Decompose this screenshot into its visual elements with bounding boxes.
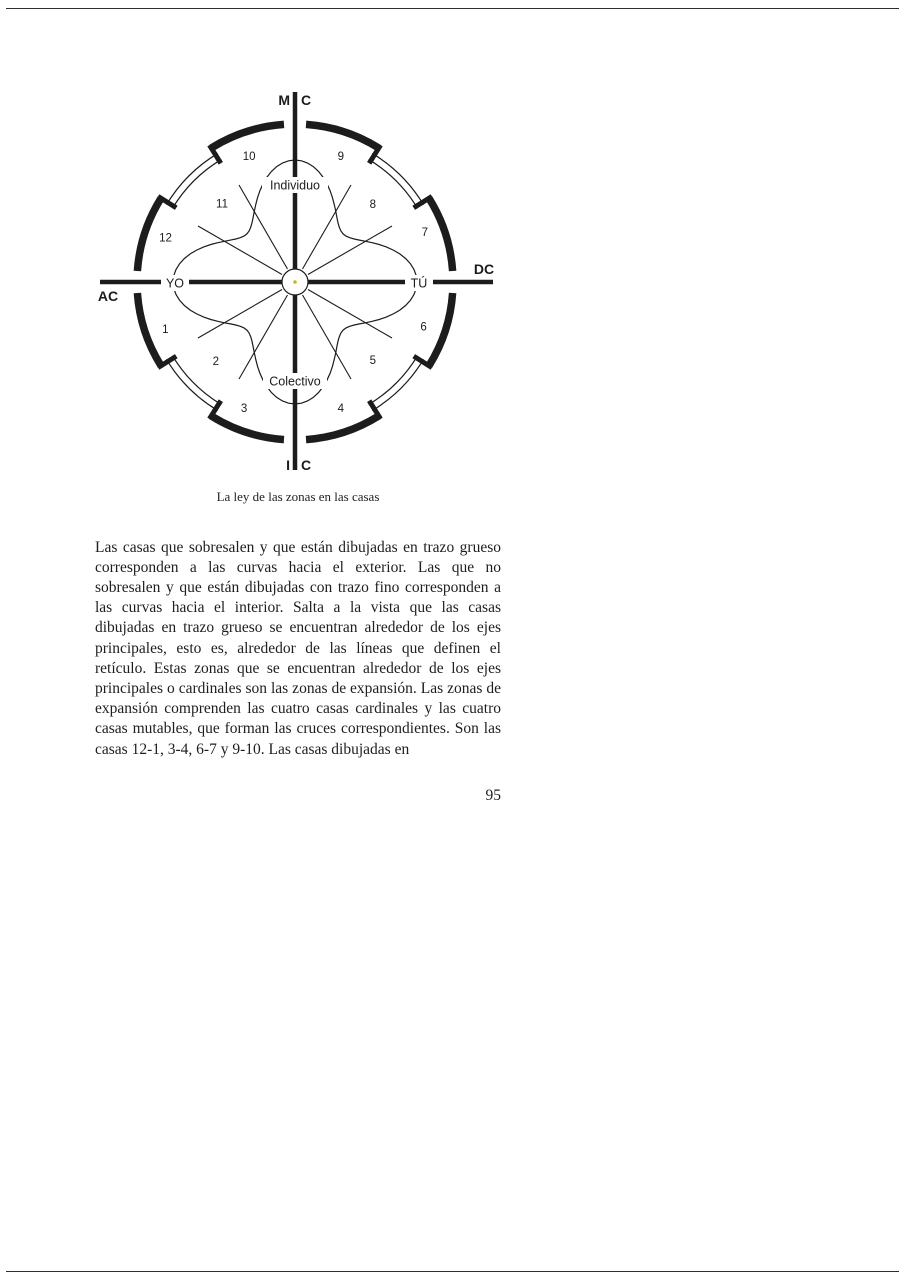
expansion-zone-arc (211, 416, 284, 440)
page-edge-rule-bottom (6, 1271, 899, 1272)
expansion-zone-arc (137, 293, 161, 366)
house-cusp-line (239, 295, 288, 379)
house-number: 8 (369, 199, 376, 212)
house-number: 9 (337, 151, 345, 164)
contraction-zone-arc (372, 359, 423, 410)
house-number: 4 (337, 402, 345, 415)
contraction-zone-arc (166, 153, 217, 204)
expansion-zone-arc (429, 293, 453, 366)
expansion-zone-arc (211, 124, 284, 148)
zone-label: Colectivo (269, 374, 321, 389)
page-edge-rule-top (6, 8, 899, 9)
house-cusp-line (308, 226, 392, 275)
house-cusp-line (198, 290, 282, 339)
contraction-zone-arc (166, 359, 217, 410)
house-number: 2 (212, 356, 220, 369)
expansion-zone-arc (137, 198, 161, 271)
axis-label: M (278, 92, 290, 108)
house-cusp-line (303, 295, 352, 379)
house-number: 12 (159, 232, 172, 245)
center-dot (293, 280, 297, 284)
axis-label: AC (97, 288, 119, 304)
house-number: 3 (240, 403, 248, 416)
axis-label: C (301, 457, 312, 473)
axis-label: C (301, 92, 312, 108)
house-cusp-line (303, 185, 352, 269)
expansion-zone-arc (429, 198, 453, 271)
house-cusp-line (198, 226, 282, 275)
contraction-zone-arc (172, 159, 221, 208)
page-number: 95 (485, 787, 501, 804)
axis-label: I (286, 457, 290, 473)
house-number: 10 (242, 151, 256, 164)
house-number: 6 (420, 321, 427, 334)
axis-label: DC (473, 261, 495, 277)
body-paragraph: Las casas que sobresalen y que están dibujadas en trazo grueso corresponden a las curvas hacia el exterior. Las que no sobresalen y que están dibujadas con trazo fino corresponden a las curvas hacia el interior. Salta a la vista que las casas dibujadas en trazo grueso se encuentran alrededor de los ejes principales, esto es, alrededor de las líneas que definen el retículo. Estas zonas que se encuentran alrededor de los ejes principales o cardinales son las zonas de expansión. Las zonas de expansión comprenden las cuatro casas cardinales y las cuatro casas mutables, que forman las cruces correspondientes. Son las casas 12-1, 3-4, 6-7 y 9-10. Las casas dibujadas en (95, 538, 501, 758)
zone-label: Individuo (269, 178, 321, 193)
zones-figure (85, 72, 505, 492)
expansion-zone-arc (306, 416, 379, 440)
house-cusp-line (308, 290, 392, 339)
house-cusp-line (239, 185, 288, 269)
zone-label: YO (165, 276, 185, 291)
house-number: 11 (216, 198, 229, 211)
house-number: 5 (369, 354, 376, 367)
figure-caption: La ley de las zonas en las casas (216, 489, 380, 504)
house-number: 7 (421, 227, 428, 240)
zone-label: TÚ (410, 276, 428, 291)
houses-wheel-svg (85, 72, 505, 492)
expansion-zone-arc (306, 124, 379, 148)
contraction-zone-arc (372, 153, 423, 204)
house-number: 1 (162, 324, 169, 337)
